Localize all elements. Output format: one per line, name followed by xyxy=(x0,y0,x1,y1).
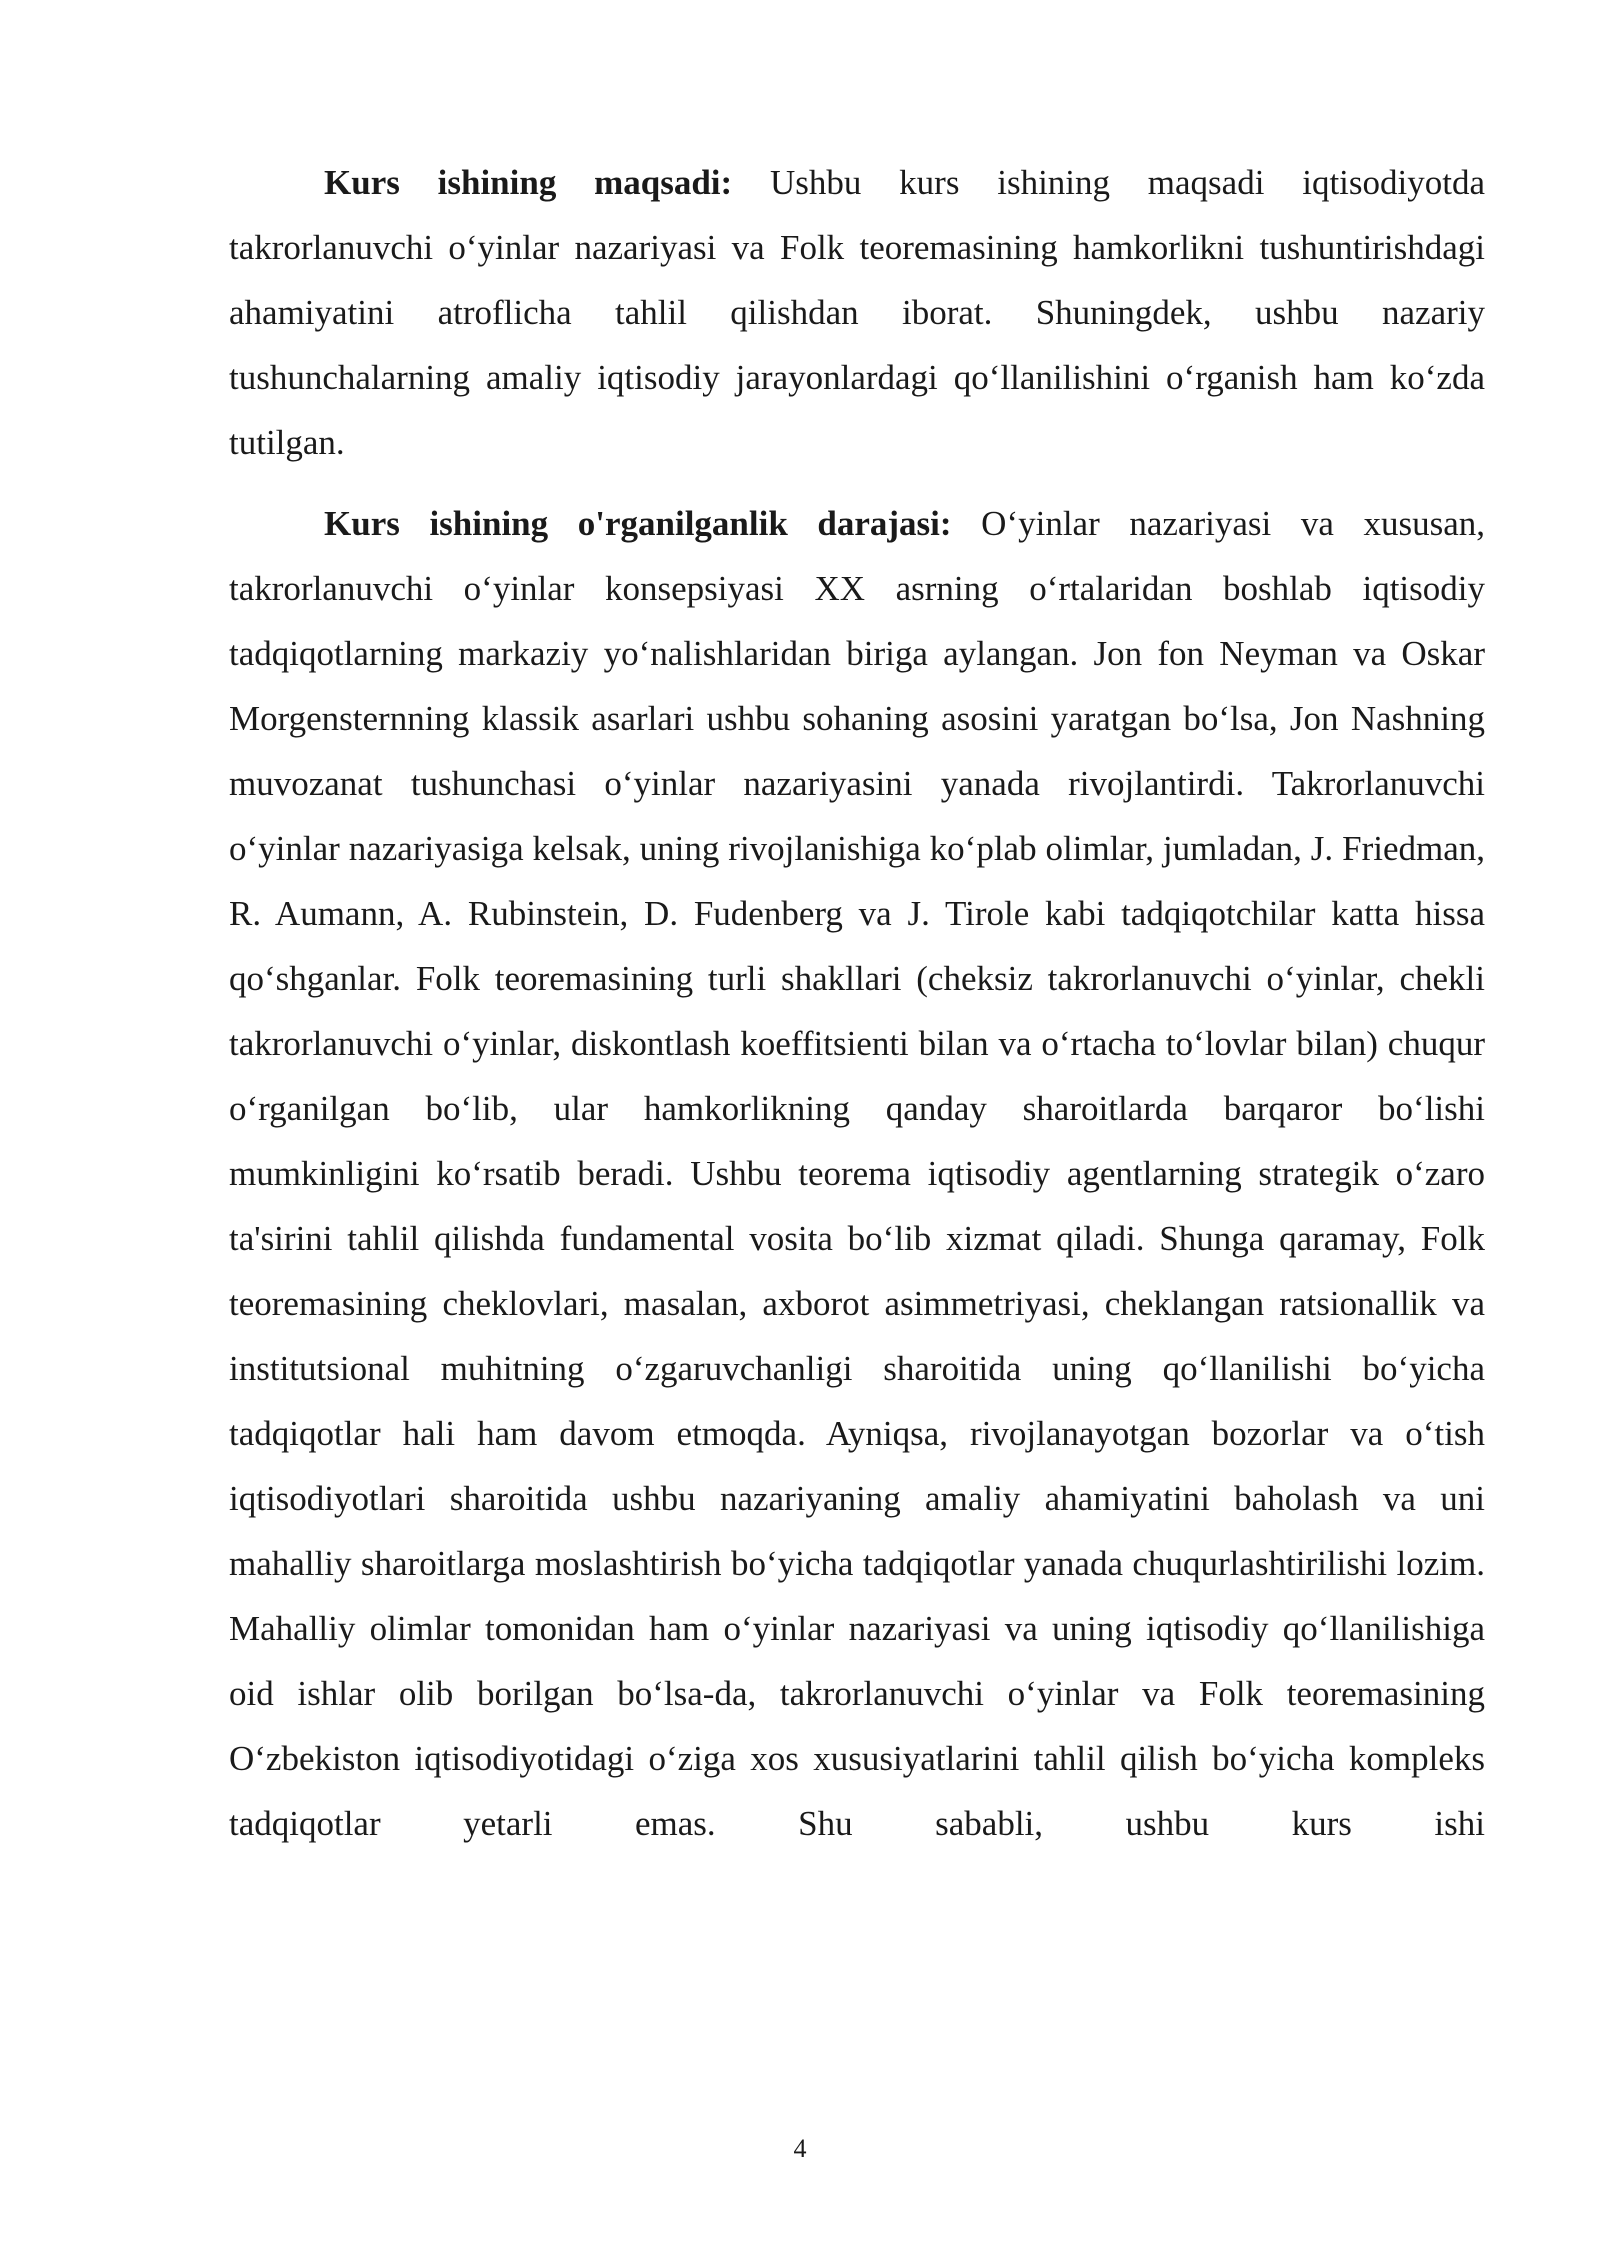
paragraph-study-level xyxy=(229,491,1485,1856)
paragraph-aim-heading: Kurs ishining maqsadi: xyxy=(324,163,733,202)
paragraph-study-level-heading: Kurs ishining o'rganilganlik darajasi: xyxy=(324,504,952,543)
body-text xyxy=(229,150,1485,1856)
paragraph-aim-text: Ushbu kurs ishining maqsadi iqtisodiyotda takrorlanuvchi o‘yinlar nazariyasi va Folk teoremasining hamkorlikni tushuntirishdagi ahamiyatini atroflicha tahlil qilishdan iborat. Shuningdek, ushbu nazariy tushunchalarning amaliy iqtisodiy jarayonlardagi qo‘llanilishini o‘rganish ham ko‘zda tutilgan. xyxy=(229,163,1485,462)
page-number: 4 xyxy=(793,2134,807,2163)
paragraph-study-level-text: O‘yinlar nazariyasi va xususan, takrorlanuvchi o‘yinlar konsepsiyasi XX asrning o‘rtalaridan boshlab iqtisodiy tadqiqotlarning markaziy yo‘nalishlaridan biriga aylangan. Jon fon Neyman va Oskar Morgensternning klassik asarlari ushbu sohaning asosini yaratgan bo‘lsa, Jon Nashning muvozanat tushunchasi o‘yinlar nazariyasini yanada rivojlantirdi. Takrorlanuvchi o‘yinlar nazariyasiga kelsak, uning rivojlanishiga ko‘plab olimlar, jumladan, J. Friedman, R. Aumann, A. Rubinstein, D. Fudenberg va J. Tirole kabi tadqiqotchilar katta hissa qo‘shganlar. Folk teoremasining turli shakllari (cheksiz takrorlanuvchi o‘yinlar, chekli takrorlanuvchi o‘yinlar, diskontlash koeffitsienti bilan va o‘rtacha to‘lovlar bilan) chuqur o‘rganilgan bo‘lib, ular hamkorlikning qanday sharoitlarda barqaror bo‘lishi mumkinligini ko‘rsatib beradi. Ushbu teorema iqtisodiy agentlarning strategik o‘zaro ta'sirini tahlil qilishda fundamental vosita bo‘lib xizmat qiladi. Shunga qaramay, Folk teoremasining cheklovlari, masalan, axborot asimmetriyasi, cheklangan ratsionallik va institutsional muhitning o‘zgaruvchanligi sharoitida uning qo‘llanilishi bo‘yicha tadqiqotlar hali ham davom etmoqda. Ayniqsa, rivojlanayotgan bozorlar va o‘tish iqtisodiyotlari sharoitida ushbu nazariyaning amaliy ahamiyatini baholash va uni mahalliy sharoitlarga moslashtirish bo‘yicha tadqiqotlar yanada chuqurlashtirilishi lozim. Mahalliy olimlar tomonidan ham o‘yinlar nazariyasi va uning iqtisodiy qo‘llanilishiga oid ishlar olib borilgan bo‘lsa-da, takrorlanuvchi o‘yinlar va Folk teoremasining O‘zbekiston iqtisodiyotidagi o‘ziga xos xususiyatlarini tahlil qilish bo‘yicha kompleks tadqiqotlar yetarli emas. Shu sababli, ushbu kurs ishi xyxy=(229,504,1485,1843)
paragraph-aim xyxy=(229,150,1485,475)
